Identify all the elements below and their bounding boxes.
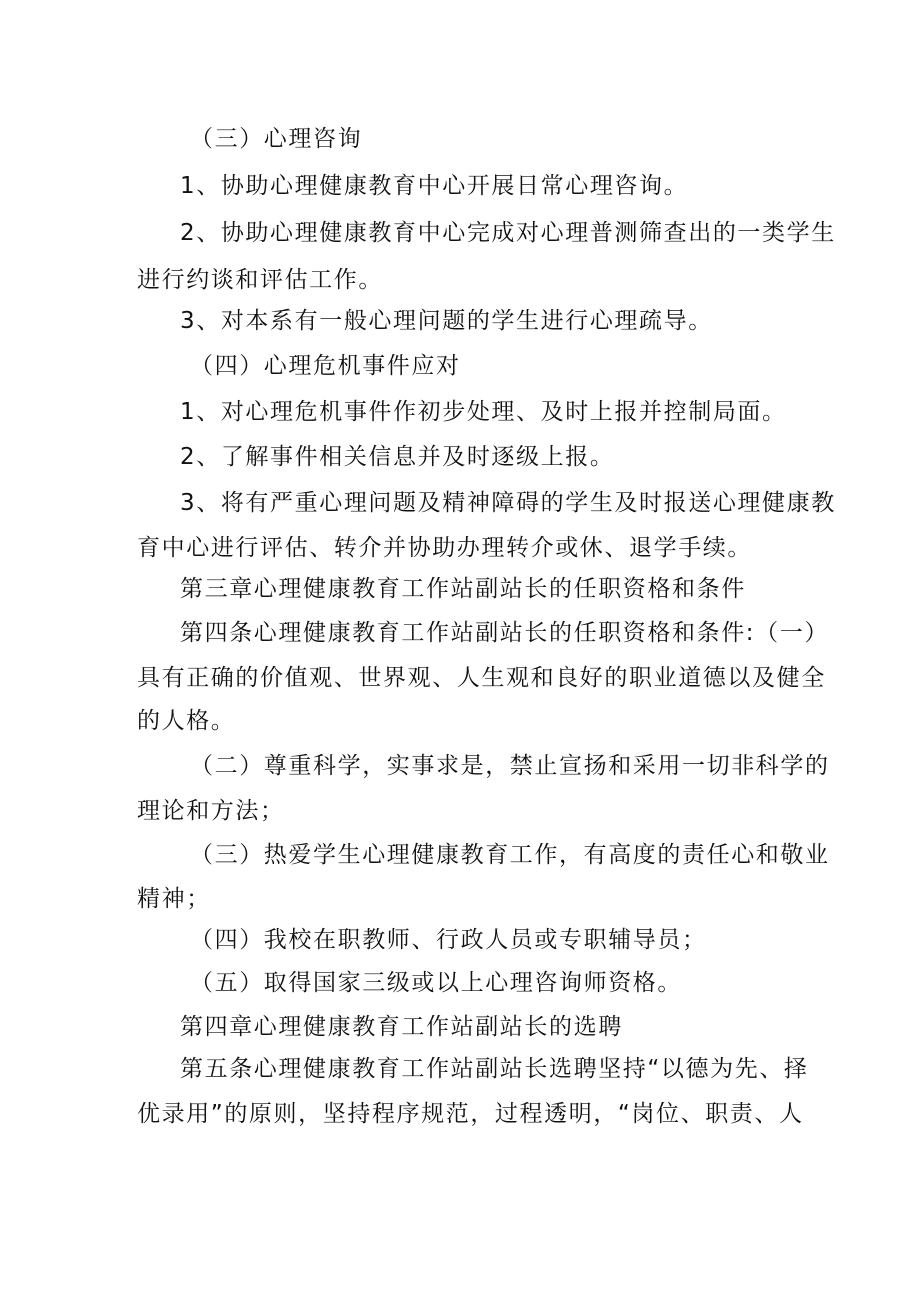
paragraph-line: 的人格。 <box>137 708 236 734</box>
paragraph-line: 优录用”的原则，坚持程序规范，过程透明，“岗位、职责、人 <box>137 1101 804 1127</box>
paragraph-line: （二）尊重科学，实事求是，禁止宣扬和采用一切非科学的 <box>190 753 830 779</box>
paragraph-line: 具有正确的价值观、世界观、人生观和良好的职业道德以及健全 <box>137 665 826 691</box>
paragraph-line: 1、对心理危机事件作初步处理、及时上报并控制局面。 <box>180 399 787 425</box>
paragraph-line: 第四条心理健康教育工作站副站长的任职资格和条件:（一） <box>180 620 829 646</box>
paragraph-line: 育中心进行评估、转介并协助办理转介或休、退学手续。 <box>137 535 752 561</box>
chapter-four-title: 第四章心理健康教育工作站副站长的选聘 <box>180 1014 623 1040</box>
paragraph-line: （四）我校在职教师、行政人员或专职辅导员； <box>190 927 707 953</box>
heading-crisis-response: （四）心理危机事件应对 <box>190 353 461 379</box>
chapter-three-title: 第三章心理健康教育工作站副站长的任职资格和条件 <box>180 576 746 602</box>
paragraph-line: （五）取得国家三级或以上心理咨询师资格。 <box>190 970 682 996</box>
paragraph-line: 理论和方法； <box>137 798 285 824</box>
paragraph-line: 进行约谈和评估工作。 <box>137 267 383 293</box>
paragraph-line: 2、协助心理健康教育中心完成对心理普测筛查出的一类学生 <box>180 220 836 246</box>
paragraph-line: 第五条心理健康教育工作站副站长选聘坚持“以德为先、择 <box>180 1056 809 1082</box>
paragraph-line: （三）热爱学生心理健康教育工作，有高度的责任心和敬业 <box>190 842 830 868</box>
paragraph-line: 3、对本系有一般心理问题的学生进行心理疏导。 <box>180 308 713 334</box>
paragraph-line: 1、协助心理健康教育中心开展日常心理咨询。 <box>180 173 689 199</box>
paragraph-line: 3、将有严重心理问题及精神障碍的学生及时报送心理健康教 <box>180 490 836 516</box>
paragraph-line: 2、了解事件相关信息并及时逐级上报。 <box>180 444 615 470</box>
paragraph-line: 精神； <box>137 886 211 912</box>
heading-psych-consulting: （三）心理咨询 <box>190 126 363 152</box>
